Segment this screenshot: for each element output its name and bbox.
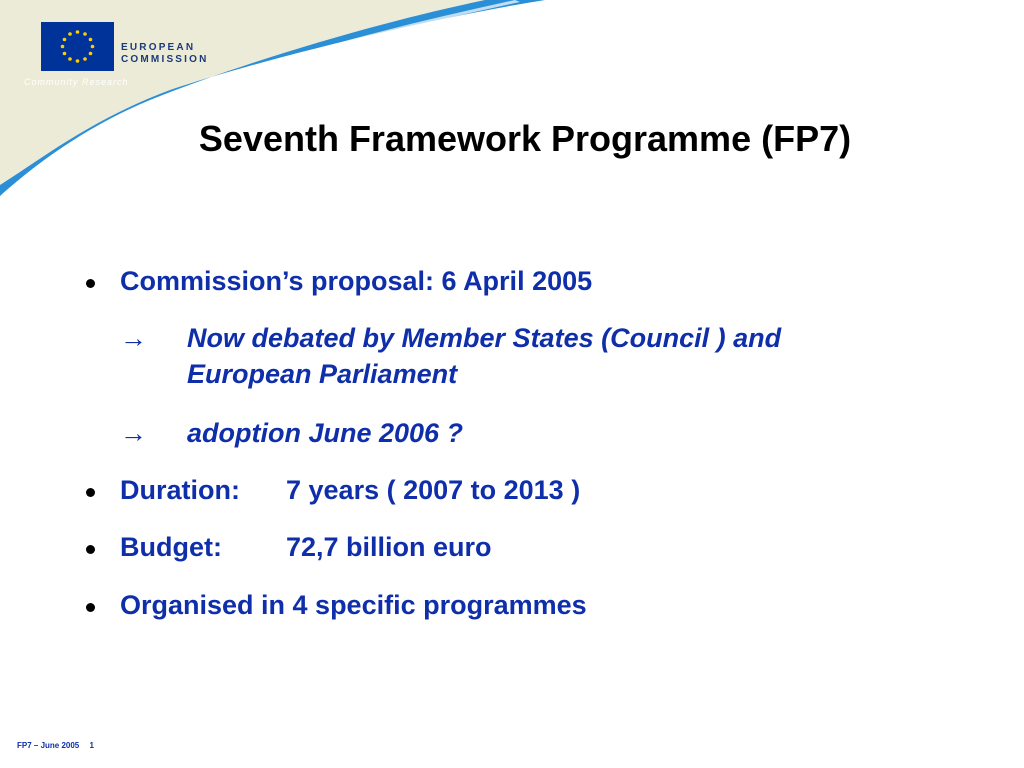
sub-adoption: adoption June 2006 ? [187, 418, 464, 448]
bullet-dot [86, 488, 95, 497]
duration-label: Duration: [120, 475, 240, 505]
community-research-label: Community Research [24, 77, 129, 87]
page-number: 1 [89, 741, 94, 750]
footer-text: FP7 – June 2005 [17, 741, 80, 750]
bullet-programmes: Organised in 4 specific programmes [120, 590, 587, 620]
org-line-2: COMMISSION [121, 54, 209, 65]
slide-footer [17, 741, 94, 750]
bullet-dot [86, 279, 95, 288]
org-name [121, 42, 209, 66]
duration-value: 7 years ( 2007 to 2013 ) [286, 475, 581, 505]
eu-flag-icon [41, 22, 114, 71]
sub-debate-line-1: Now debated by Member States (Council ) and [187, 323, 782, 353]
org-line-1: EUROPEAN [121, 42, 196, 53]
community-research-bar [0, 75, 160, 91]
slide-title: Seventh Framework Programme (FP7) [198, 118, 852, 159]
budget-label: Budget: [120, 532, 222, 562]
bullet-proposal: Commission’s proposal: 6 April 2005 [120, 266, 593, 296]
bullet-dot [86, 603, 95, 612]
arrow-icon: → [120, 418, 147, 448]
sub-debate-line-2: European Parliament [187, 359, 458, 389]
arrow-icon: → [120, 323, 147, 353]
budget-value: 72,7 billion euro [286, 532, 492, 562]
bullet-dot [86, 545, 95, 554]
